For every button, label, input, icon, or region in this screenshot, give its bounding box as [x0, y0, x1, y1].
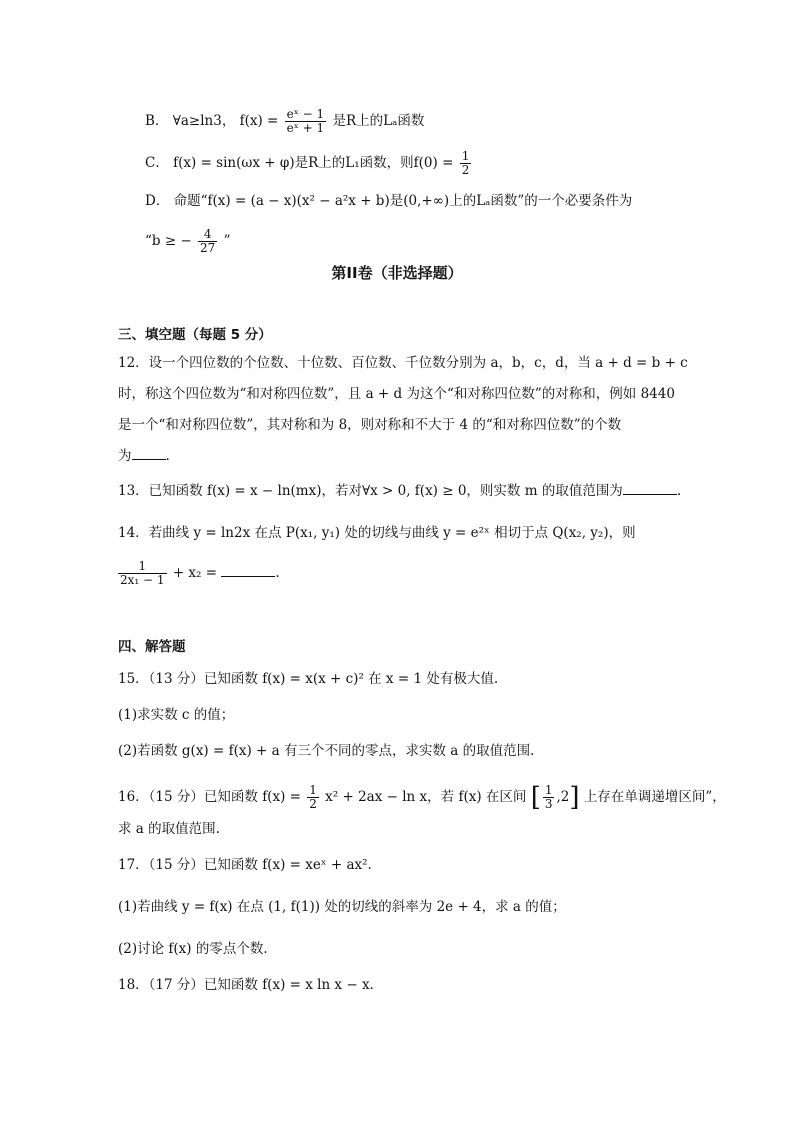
q13-line: 13．已知函数 f(x) = x − ln(mx)，若对∀x > 0, f(x) ≥ 0，则实数 m 的取值范围为 .: [118, 483, 682, 499]
option-d: [145, 192, 632, 210]
q16-half-den: 2: [309, 797, 317, 811]
q12-line-2: 时，称这个四位数为“和对称四位数”，且 a + d 为这个“和对称四位数”的对称和，例如 8440: [118, 386, 675, 402]
section-3-title: 三、填空题（每题 5 分）: [118, 327, 272, 343]
q14-answer-blank: [221, 576, 275, 577]
option-d-num: 4: [198, 228, 217, 242]
q14-fraction: [118, 560, 167, 587]
q16-line-2: 求 a 的取值范围.: [118, 821, 220, 837]
q16-int-den: 3: [544, 797, 553, 811]
q15-line-1: 15．（13 分）已知函数 f(x) = x(x + c)² 在 x = 1 处有极大值.: [118, 671, 499, 687]
q16-interval-fraction: [543, 784, 555, 811]
volume-title: 第II卷（非选择题）: [331, 264, 463, 282]
option-b-suffix: 是R上的Lₐ函数: [332, 113, 425, 129]
option-b-func: f(x) =: [239, 113, 279, 129]
q16-right-bracket: ]: [569, 782, 580, 813]
option-d-fraction: [198, 228, 217, 255]
option-b-prefix: ∀a≥ln3，: [172, 113, 236, 129]
q13-answer-blank: [623, 494, 677, 495]
q14-line-1: 14．若曲线 y = ln2x 在点 P(x₁, y₁) 处的切线与曲线 y = e²ˣ 相切于点 Q(x₂, y₂)，则: [118, 525, 636, 541]
q17-part-1: (1)若曲线 y = f(x) 在点 (1, f(1)) 处的切线的斜率为 2e + 4，求 a 的值；: [118, 899, 566, 915]
q16-left-bracket: [: [530, 782, 541, 813]
option-d-condition: [145, 228, 231, 255]
q14-line-2: $\frac{1}{\text{2x₁ − 1}}$ + x₂ = .: [120, 559, 280, 587]
option-c-label: C．: [145, 155, 169, 171]
q12-line-3: 是一个“和对称四位数”，其对称和为 8，则对称和不大于 4 的“和对称四位数”的个数: [118, 417, 622, 433]
option-b-den: eˣ + 1: [286, 121, 325, 135]
q12-line-1: 12．设一个四位数的个位数、十位数、百位数、千位数分别为 a，b，c，d，当 a + d = b + c: [118, 355, 688, 371]
option-d-pre: “b ≥ −: [145, 233, 192, 249]
q16-int-num: 1: [544, 783, 553, 797]
q15-part-1: (1)求实数 c 的值；: [118, 707, 235, 723]
option-c: [145, 150, 473, 177]
option-b: [145, 108, 424, 135]
q15-part-2: (2)若函数 g(x) = f(x) + a 有三个不同的零点，求实数 a 的取值范围.: [118, 743, 535, 759]
q12-line-4: 为 .: [118, 448, 170, 464]
q16-line-1: [118, 784, 726, 811]
q12-answer-prefix: 为: [118, 448, 132, 464]
option-d-den: 27: [200, 241, 216, 255]
option-b-fraction: [285, 108, 327, 135]
q14-num: 1: [118, 560, 167, 574]
q16-mid: x² + 2ax − ln x，若 f(x) 在区间: [325, 789, 527, 805]
q17-line-1: 17．（15 分）已知函数 f(x) = xeˣ + ax².: [118, 857, 372, 873]
q16-pre: 16．（15 分）已知函数 f(x) =: [118, 789, 301, 805]
option-c-num: 1: [461, 149, 470, 163]
option-d-label: D．: [145, 193, 170, 209]
q16-post: 上存在单调递增区间”，: [583, 789, 726, 805]
option-d-text: 命题“f(x) = (a − x)(x² − a²x + b)是(0,+∞)上的Lₐ函数”的一个必要条件为: [173, 193, 633, 209]
q18-line-1: 18．（17 分）已知函数 f(x) = x ln x − x.: [118, 977, 374, 993]
q16-half-num: 1: [309, 783, 317, 797]
option-c-fraction: [460, 150, 472, 177]
q13-text: 13．已知函数 f(x) = x − ln(mx)，若对∀x > 0, f(x) ≥ 0，则实数 m 的取值范围为: [118, 483, 623, 499]
option-b-label: B．: [145, 113, 169, 129]
q14-tail: + x₂ =: [172, 565, 218, 581]
q16-int-right: ,2: [556, 789, 570, 805]
option-c-den: 2: [461, 163, 470, 177]
q12-answer-blank: [132, 459, 166, 460]
q17-part-2: (2)讨论 f(x) 的零点个数.: [118, 941, 268, 957]
option-c-text: f(x) = sin(ωx + φ)是R上的L₁函数，则f(0) =: [173, 155, 454, 171]
q14-den: 2x₁ − 1: [120, 573, 165, 587]
section-4-title: 四、解答题: [118, 639, 186, 655]
q16-half-fraction: [307, 784, 319, 811]
option-b-num: eˣ − 1: [286, 107, 325, 121]
option-d-post: ”: [223, 233, 231, 249]
